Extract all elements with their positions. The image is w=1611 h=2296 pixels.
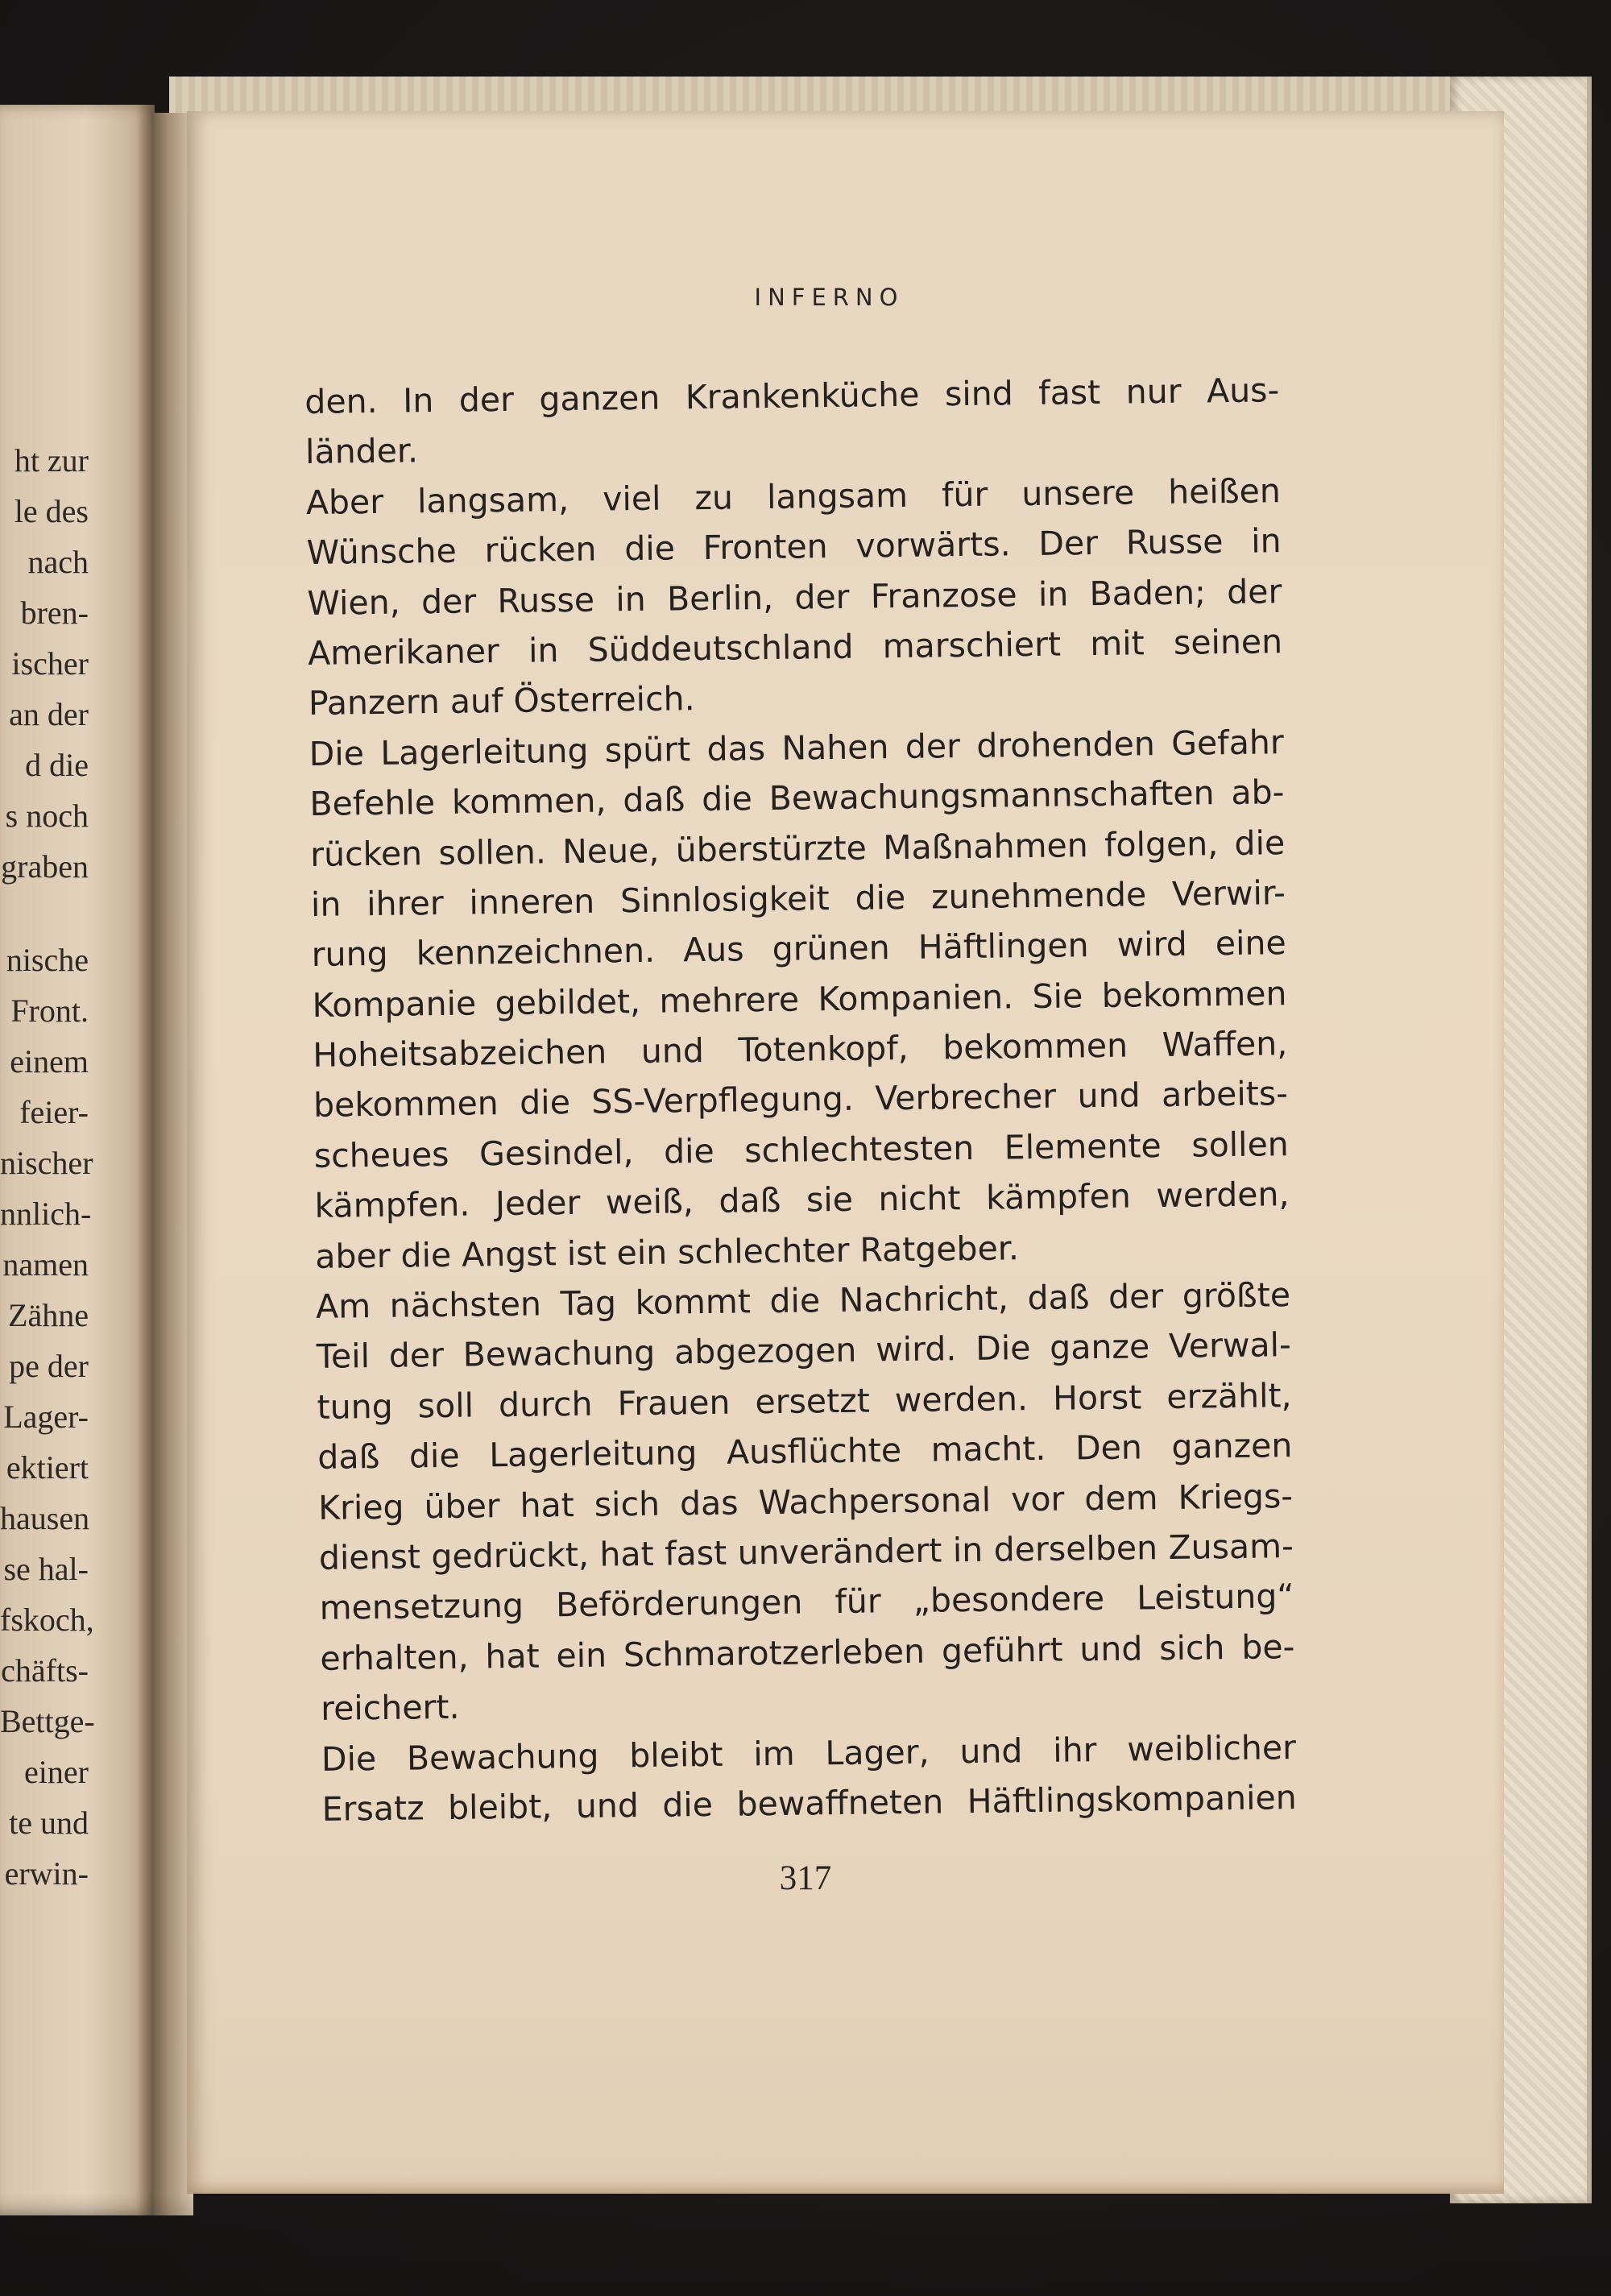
page-number: 317 (779, 1859, 832, 1897)
text-line: Krieg über hat sich das Wachpersonal vor dem Kriegs- (317, 1476, 1294, 1527)
left-line: einem (10, 1043, 89, 1080)
text-line: rung kennzeichnen. Aus grünen Häftlingen wird eine (311, 923, 1286, 975)
left-page (0, 105, 155, 2215)
left-line: nischer (0, 1145, 93, 1181)
cover-top-edge (169, 77, 1587, 113)
body-text (304, 365, 1297, 1834)
left-line: ektiert (6, 1449, 89, 1486)
left-line: te und (9, 1805, 89, 1841)
left-line: se hal- (3, 1551, 89, 1587)
text-line: tung soll durch Frauen ersetzt werden. Horst erzählt, (317, 1375, 1292, 1427)
text-line: Befehle kommen, daß die Bewachungsmannschaften ab- (309, 773, 1285, 824)
running-head: INFERNO (754, 284, 905, 311)
text-line: Aber langsam, viel zu langsam für unsere heißen (305, 470, 1282, 522)
left-line: einer (24, 1754, 89, 1790)
text-line: Wünsche rücken die Fronten vorwärts. Der Russe in (306, 521, 1282, 573)
left-line: feier- (19, 1094, 89, 1130)
text-line: dienst gedrückt, hat fast unverändert in derselben Zusam- (318, 1527, 1294, 1577)
text-line: Die Bewachung bleibt im Lager, und ihr weiblicher (321, 1727, 1297, 1779)
left-line: pe der (9, 1348, 89, 1384)
left-line: ischer (11, 645, 89, 682)
bottom-shadow (0, 2193, 1611, 2296)
left-line: nnlich- (0, 1196, 92, 1232)
text-line: Kompanie gebildet, mehrere Kompanien. Sie bekommen (312, 973, 1287, 1025)
left-line: Lager- (3, 1399, 89, 1435)
left-line: ht zur (14, 442, 89, 479)
left-line: nach (27, 544, 89, 580)
text-line: reichert. (320, 1687, 460, 1729)
text-line: Amerikaner in Süddeutschland marschiert mit seinen (307, 622, 1283, 673)
left-line: bren- (20, 595, 89, 631)
text-line: in ihrer inneren Sinnlosigkeit die zunehmende Verwir- (310, 873, 1286, 924)
text-line: Ersatz bleibt, und die bewaffneten Häftlingskompanien (321, 1778, 1297, 1829)
left-line: hausen (0, 1500, 90, 1536)
text-line: Teil der Bewachung abgezogen wird. Die ganze Verwal- (316, 1325, 1292, 1377)
left-line: s noch (5, 798, 89, 834)
text-line: erhalten, hat ein Schmarotzerleben geführt und sich be- (320, 1627, 1295, 1678)
left-line: graben (1, 848, 89, 885)
left-line: d die (25, 747, 89, 783)
left-line: nische (6, 942, 89, 978)
text-line: rücken sollen. Neue, überstürzte Maßnahmen folgen, die (309, 823, 1286, 874)
left-line: Front. (10, 993, 89, 1029)
text-line: bekommen die SS-Verpflegung. Verbrecher und arbeits- (313, 1074, 1289, 1125)
left-line: fskoch, (0, 1602, 94, 1638)
left-line: namen (2, 1246, 89, 1283)
left-line: erwin- (4, 1855, 89, 1892)
left-line: chäfts- (1, 1652, 89, 1689)
left-line: le des (14, 493, 89, 529)
text-line: Am nächsten Tag kommt die Nachricht, daß der größte (315, 1275, 1291, 1326)
text-line: mensetzung Beförderungen für „besondere Leistung“ (319, 1577, 1294, 1628)
text-line: Hoheitsabzeichen und Totenkopf, bekommen Waffen, (312, 1024, 1288, 1075)
left-line: Bettge- (0, 1703, 95, 1739)
text-line: daß die Lagerleitung Ausflüchte macht. Den ganzen (317, 1426, 1293, 1477)
left-page-text (0, 435, 95, 1899)
text-line: Panzern auf Österreich. (308, 679, 695, 723)
left-paragraph-gap (0, 892, 89, 935)
text-line: kämpfen. Jeder weiß, daß sie nicht kämpfen werden, (314, 1175, 1290, 1226)
text-line: Die Lagerleitung spürt das Nahen der drohenden Gefahr (309, 722, 1284, 773)
text-line: scheues Gesindel, die schlechtesten Elemente sollen (313, 1125, 1290, 1175)
text-line: Wien, der Russe in Berlin, der Franzose in Baden; der (307, 571, 1282, 623)
left-line: an der (9, 696, 89, 732)
left-line: Zähne (8, 1297, 89, 1333)
text-line: aber die Angst ist ein schlechter Ratgeber. (315, 1228, 1020, 1276)
text-line: länder. (304, 431, 419, 472)
text-line: den. In der ganzen Krankenküche sind fast nur Aus- (304, 371, 1280, 421)
